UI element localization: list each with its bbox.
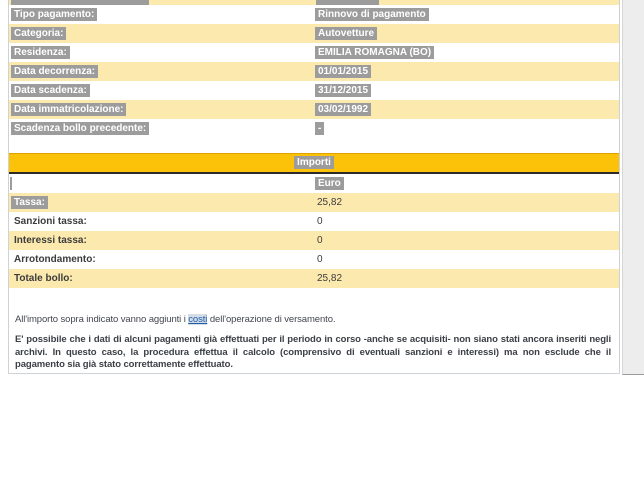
importi-header-label: Importi: [294, 156, 334, 169]
currency-header-label: Euro: [315, 177, 344, 190]
field-value: 01/01/2015: [315, 65, 619, 78]
field-label: Data scadenza:: [9, 84, 315, 97]
field-value: 0: [317, 254, 323, 265]
field-value: -: [315, 122, 619, 135]
field-label: Scadenza bollo precedente:: [9, 122, 315, 135]
table-row: [9, 269, 619, 288]
field-value: 25,82: [317, 197, 343, 208]
field-value: 31/12/2015: [315, 84, 619, 97]
table-row: [9, 193, 619, 212]
field-value: Autovetture: [315, 27, 619, 40]
table-row-clipped: [9, 0, 619, 5]
field-value: 0: [317, 235, 323, 246]
table-row: [9, 5, 619, 24]
currency-header-row: [9, 174, 619, 193]
table-row: [9, 212, 619, 231]
selection-cursor-artifact: [10, 177, 12, 190]
note-costs-suffix: dell'operazione di versamento.: [207, 314, 336, 325]
field-label: Data decorrenza:: [9, 65, 315, 78]
currency-header-cell: [315, 177, 619, 190]
field-label: Interessi tassa:: [14, 235, 87, 246]
spacer: [9, 138, 619, 153]
table-row: [9, 250, 619, 269]
table-row: [9, 24, 619, 43]
field-label: Data immatricolazione:: [9, 103, 315, 116]
field-label: Categoria:: [9, 27, 315, 40]
field-label: Tipo pagamento:: [9, 8, 315, 21]
note-costs: [15, 314, 611, 325]
table-row: [9, 119, 619, 138]
field-label: Tassa:: [9, 196, 315, 209]
notes-section: [9, 314, 619, 372]
field-value: 03/02/1992: [315, 103, 619, 116]
table-row: [9, 81, 619, 100]
payment-detail-panel: [8, 0, 620, 374]
table-row: [9, 231, 619, 250]
field-value: Rinnovo di pagamento: [315, 8, 619, 21]
table-row: [9, 100, 619, 119]
table-row: [9, 43, 619, 62]
page-right-gutter: [622, 0, 644, 375]
table-row: [9, 62, 619, 81]
note-disclaimer: E' possibile che i dati di alcuni pagamenti già effettuati per il periodo in corso -anche se acquisiti- non siano stati ancora inseriti negli archivi. In questo caso, la procedura effettua il calcolo (comprensivo di eventuali sanzioni e interessi) ma non esclude che il pagamento sia già stato correttamente effettuato.: [15, 334, 611, 370]
field-label: Totale bollo:: [14, 273, 73, 284]
field-label: Residenza:: [9, 46, 315, 59]
field-value: 25,82: [317, 273, 343, 284]
note-costs-prefix: All'importo sopra indicato vanno aggiunti i: [15, 314, 189, 325]
costi-link[interactable]: costi: [188, 314, 208, 325]
clipped-selection-highlight: [11, 0, 149, 5]
field-value: EMILIA ROMAGNA (BO): [315, 46, 619, 59]
field-value: 0: [317, 216, 323, 227]
clipped-selection-highlight: [316, 0, 379, 5]
importi-section-header: [9, 153, 619, 174]
field-label: Arrotondamento:: [14, 254, 96, 265]
field-label: Sanzioni tassa:: [14, 216, 87, 227]
